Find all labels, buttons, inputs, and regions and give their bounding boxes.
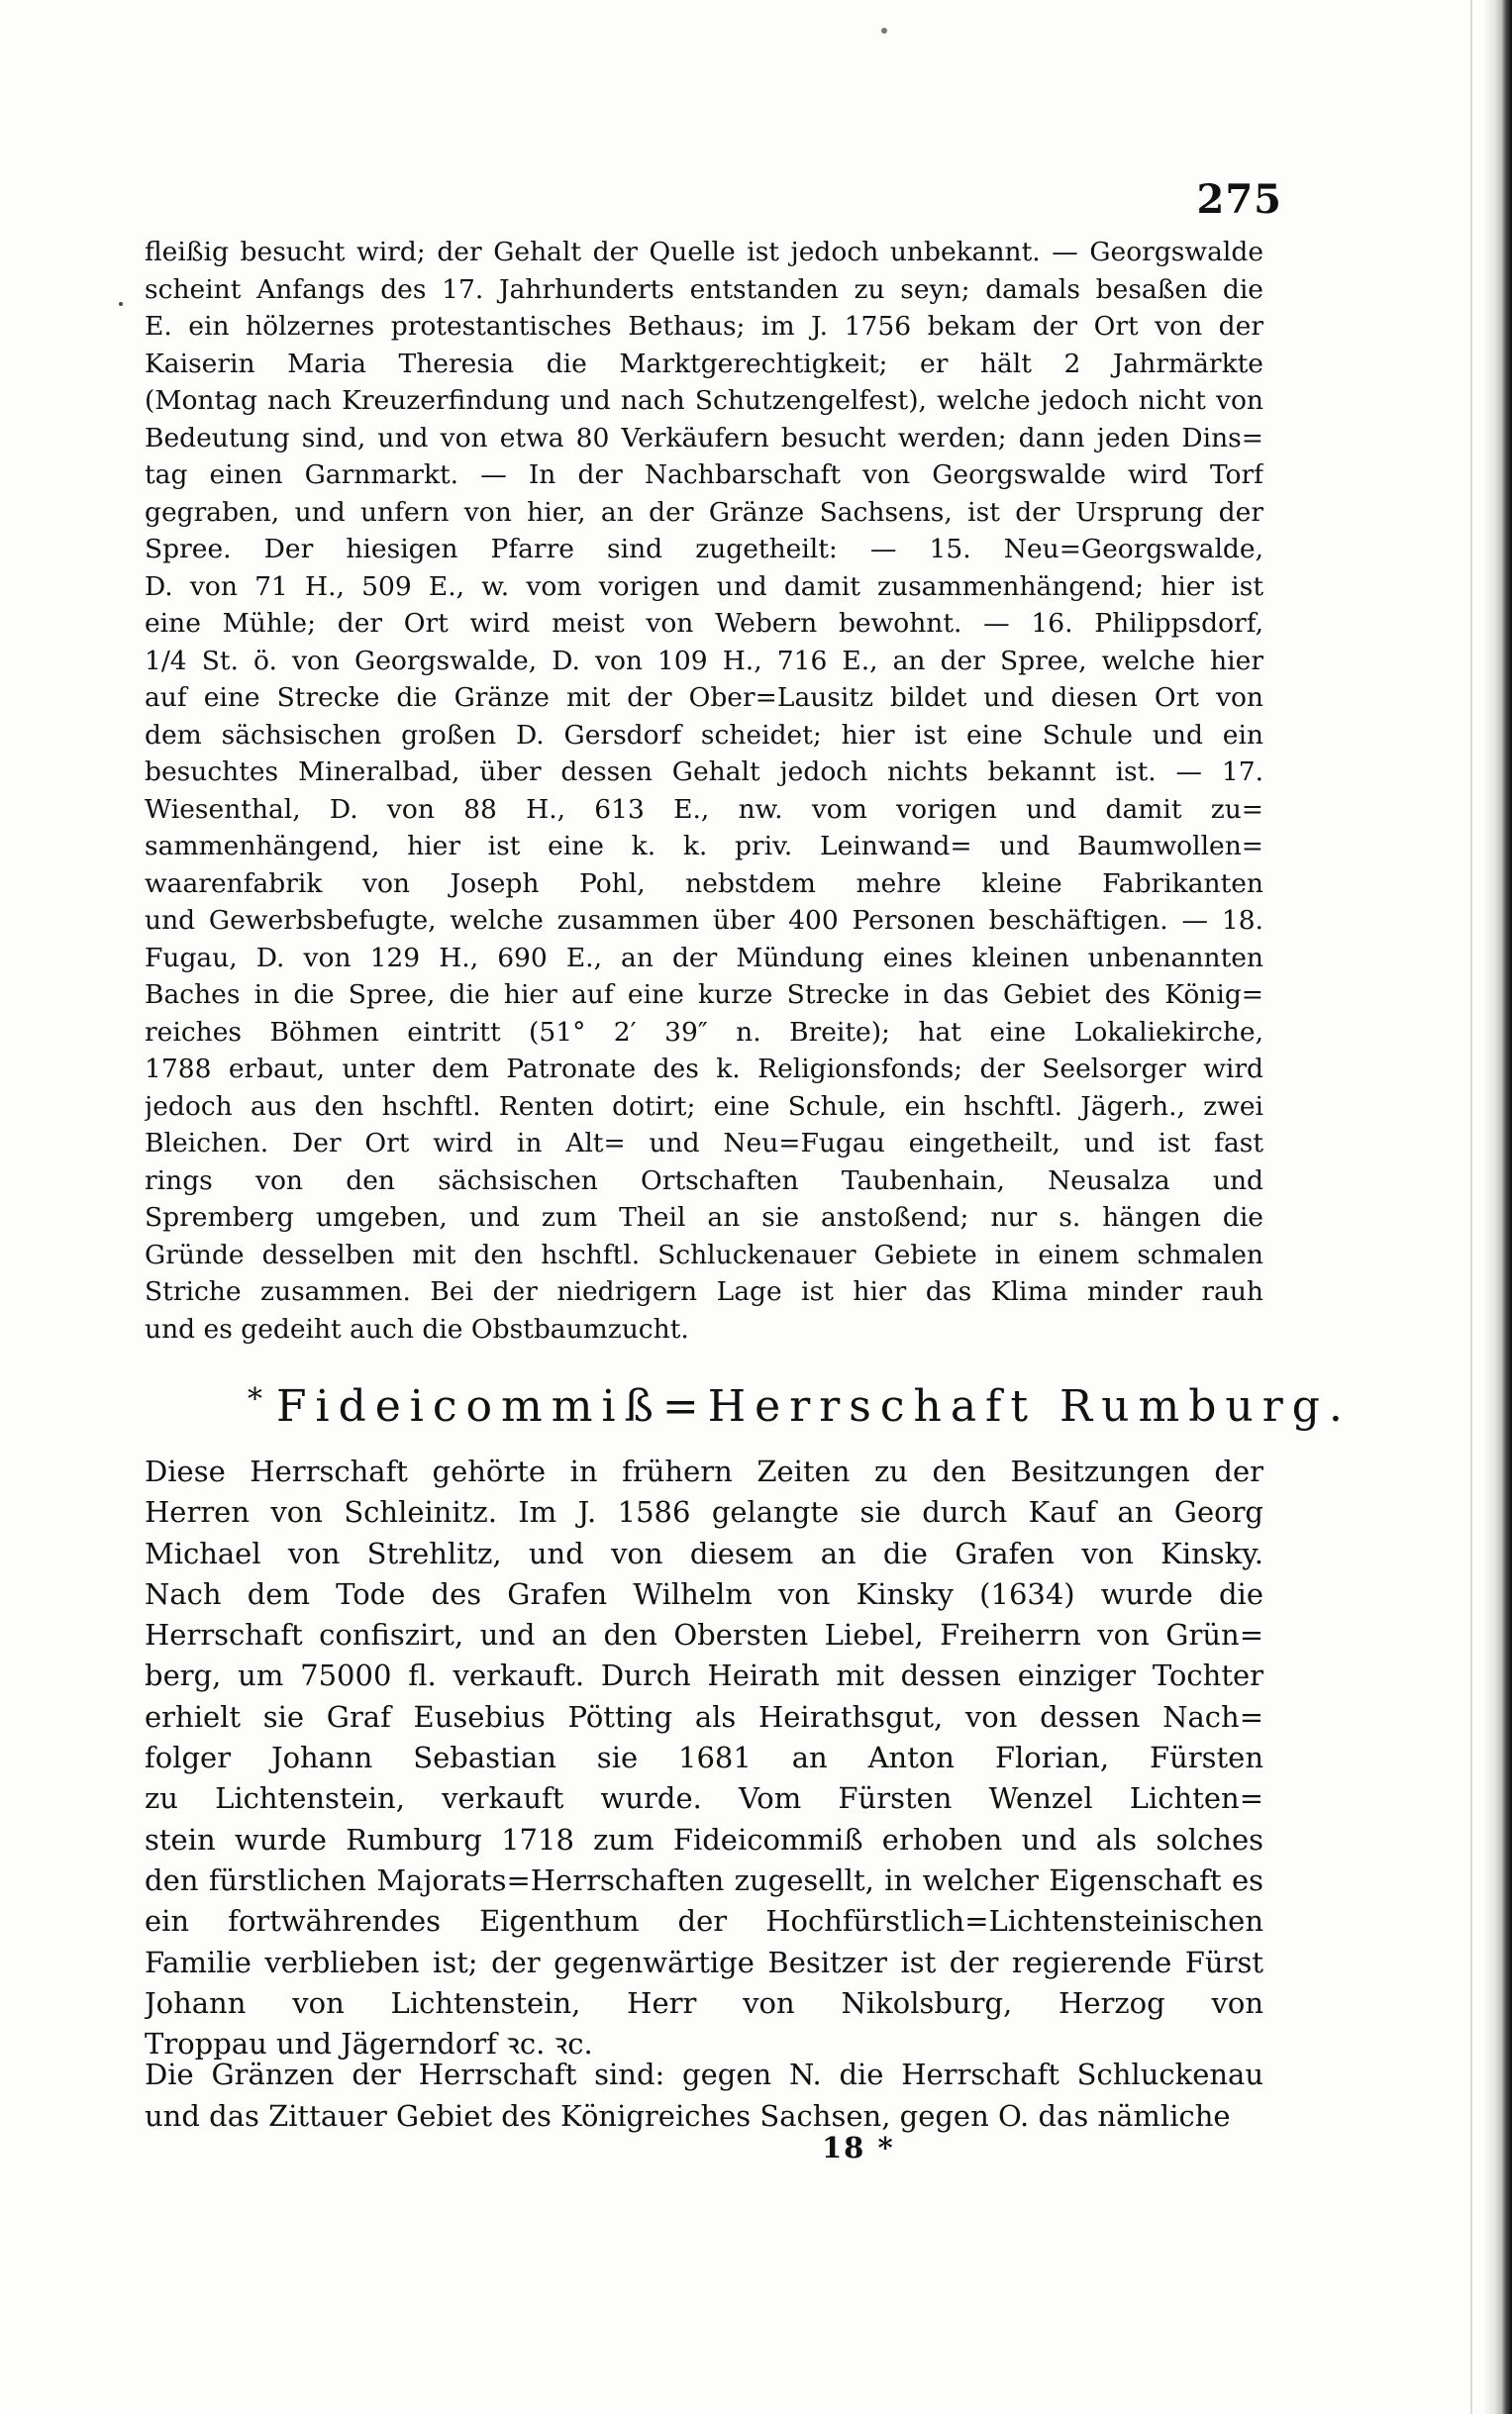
text-line: und es gedeiht auch die Obstbaumzucht. <box>145 1313 689 1345</box>
text-line: zu Lichtenstein, verkauft wurde. Vom Fürsten Wenzel Lichten= <box>145 1781 1263 1816</box>
text-line: Herrschaft confiszirt, und an den Obersten Liebel, Freiherrn von Grün= <box>145 1618 1263 1653</box>
text-line: den fürstlichen Majorats=Herrschaften zugesellt, in welcher Eigenschaft es <box>145 1862 1263 1897</box>
paragraph-rumburg-history <box>145 1452 1263 2064</box>
text-line: folger Johann Sebastian sie 1681 an Anton Florian, Fürsten <box>145 1741 1263 1775</box>
text-line: Gründe desselben mit den hschftl. Schluckenauer Gebiete in einem schmalen <box>145 1239 1263 1270</box>
section-heading <box>248 1381 1352 1432</box>
text-line: und Gewerbsbefugte, welche zusammen über 400 Personen beschäftigen. — 18. <box>145 905 1263 936</box>
page-number: 275 <box>1196 176 1282 223</box>
text-line: Troppau und Jägerndorf ꝛc. ꝛc. <box>145 2027 593 2062</box>
margin-dot <box>119 302 123 306</box>
section-heading-star: * <box>248 1382 266 1417</box>
text-line: D. von 71 H., 509 E., w. vom vorigen und damit zusammenhängend; hier ist <box>145 570 1263 602</box>
text-line: (Montag nach Kreuzerfindung und nach Schutzengelfest), welche jedoch nicht von <box>145 385 1263 416</box>
text-line: besuchtes Mineralbad, über dessen Gehalt jedoch nichts bekannt ist. — 17. <box>145 756 1263 787</box>
text-line: und das Zittauer Gebiet des Königreiches Sachsen, gegen O. das nämliche <box>145 2098 1231 2133</box>
text-line: ein fortwährendes Eigenthum der Hochfürstlich=Lichtensteinischen <box>145 1904 1263 1939</box>
text-line: fleißig besucht wird; der Gehalt der Quelle ist jedoch unbekannt. — Georgswalde <box>145 237 1263 267</box>
text-line: eine Mühle; der Ort wird meist von Webern bewohnt. — 16. Philippsdorf, <box>145 608 1263 639</box>
text-line: sammenhängend, hier ist eine k. k. priv. Leinwand= und Baumwollen= <box>145 831 1263 861</box>
text-line: berg, um 75000 fl. verkauft. Durch Heirath mit dessen einziger Tochter <box>145 1659 1263 1693</box>
text-line: Nach dem Tode des Grafen Wilhelm von Kinsky (1634) wurde die <box>145 1576 1263 1611</box>
page-edge-shadow <box>1482 0 1512 2414</box>
text-line: 1/4 St. ö. von Georgswalde, D. von 109 H., 716 E., an der Spree, welche hier <box>145 645 1263 676</box>
text-line: Spree. Der hiesigen Pfarre sind zugetheilt: — 15. Neu=Georgswalde, <box>145 534 1263 564</box>
text-line: jedoch aus den hschftl. Renten dotirt; eine Schule, ein hschftl. Jägerh., zwei <box>145 1090 1263 1122</box>
text-line: Bleichen. Der Ort wird in Alt= und Neu=Fugau eingetheilt, und ist fast <box>145 1128 1263 1158</box>
text-line: erhielt sie Graf Eusebius Pötting als Heirathsgut, von dessen Nach= <box>145 1699 1263 1734</box>
text-line: stein wurde Rumburg 1718 zum Fideicommiß erhoben und als solches <box>145 1822 1263 1857</box>
text-line: E. ein hölzernes protestantisches Bethaus; im J. 1756 bekam der Ort von der <box>145 311 1263 342</box>
text-line: Familie verblieben ist; der gegenwärtige Besitzer ist der regierende Fürst <box>145 1945 1263 1979</box>
signature-mark: 18 * <box>822 2131 895 2164</box>
text-line: dem sächsischen großen D. Gersdorf scheidet; hier ist eine Schule und ein <box>145 719 1263 751</box>
text-line: scheint Anfangs des 17. Jahrhunderts entstanden zu seyn; damals besaßen die <box>145 273 1263 305</box>
text-line: Diese Herrschaft gehörte in frühern Zeiten zu den Besitzungen der <box>145 1455 1263 1488</box>
text-line: Johann von Lichtenstein, Herr von Nikolsburg, Herzog von <box>145 1985 1263 2020</box>
text-line: gegraben, und unfern von hier, an der Gränze Sachsens, ist der Ursprung der <box>145 496 1263 528</box>
text-line: Herren von Schleinitz. Im J. 1586 gelangte sie durch Kauf an Georg <box>145 1495 1263 1530</box>
paragraph-georgswalde <box>145 234 1263 1348</box>
text-line: auf eine Strecke die Gränze mit der Ober=Lausitz bildet und diesen Ort von <box>145 682 1263 713</box>
page-edge-line <box>1470 0 1472 2414</box>
text-line: Baches in die Spree, die hier auf eine kurze Strecke in das Gebiet des König= <box>145 979 1263 1010</box>
text-line: reiches Böhmen eintritt (51° 2′ 39″ n. Breite); hat eine Lokaliekirche, <box>145 1016 1263 1048</box>
text-line: tag einen Garnmarkt. — In der Nachbarschaft von Georgswalde wird Torf <box>145 459 1263 490</box>
text-line: 1788 erbaut, unter dem Patronate des k. Religionsfonds; der Seelsorger wird <box>145 1054 1263 1084</box>
paragraph-rumburg-borders <box>145 2055 1263 2137</box>
text-line: Bedeutung sind, und von etwa 80 Verkäufern besucht werden; dann jeden Dins= <box>145 422 1263 453</box>
text-line: waarenfabrik von Joseph Pohl, nebstdem mehre kleine Fabrikanten <box>145 867 1263 899</box>
text-line: rings von den sächsischen Ortschaften Taubenhain, Neusalza und <box>145 1164 1263 1196</box>
paper-speck <box>881 28 887 34</box>
section-heading-text: Fideicommiß=Herrschaft Rumburg. <box>276 1381 1352 1432</box>
text-line: Fugau, D. von 129 H., 690 E., an der Mündung eines kleinen unbenannten <box>145 942 1263 973</box>
text-line: Die Gränzen der Herrschaft sind: gegen N. die Herrschaft Schluckenau <box>145 2058 1263 2091</box>
text-line: Michael von Strehlitz, und von diesem an die Grafen von Kinsky. <box>145 1536 1263 1570</box>
text-line: Wiesenthal, D. von 88 H., 613 E., nw. vom vorigen und damit zu= <box>145 793 1263 825</box>
text-line: Striche zusammen. Bei der niedrigern Lage ist hier das Klima minder rauh <box>145 1276 1263 1307</box>
text-line: Spremberg umgeben, und zum Theil an sie anstoßend; nur s. hängen die <box>145 1202 1263 1233</box>
text-line: Kaiserin Maria Theresia die Marktgerechtigkeit; er hält 2 Jahrmärkte <box>145 348 1263 379</box>
